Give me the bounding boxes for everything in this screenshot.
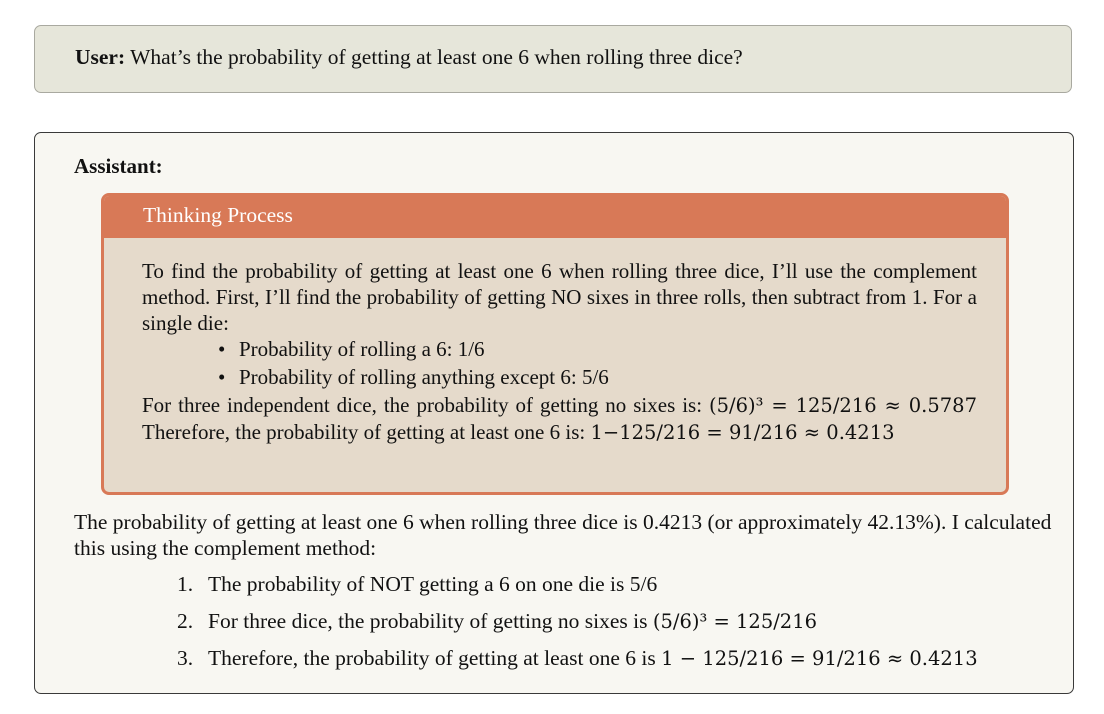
thinking-conclusion [142,392,977,446]
thinking-conclusion-text-a: For three independent dice, the probability of getting no sixes is: [142,393,710,417]
step-text: For three dice, the probability of getting no sixes is [208,609,653,633]
thinking-intro: To find the probability of getting at least one 6 when rolling three dice, I’ll use the complement method. First, I’ll find the probability of getting NO sixes in three rolls, then subtract from 1. For a single die: [142,259,977,335]
answer-step [177,645,1064,682]
answer-steps-list [74,571,1064,682]
assistant-answer [74,509,1064,682]
user-message [75,45,743,70]
step-number: 3. [177,646,194,670]
step-number: 1. [177,572,194,596]
answer-step [177,571,1064,608]
thinking-process-panel [101,193,1009,495]
step-text: The probability of NOT getting a 6 on one die is 5/6 [208,572,658,596]
thinking-bullet: • Probability of rolling anything except 6: 5/6 [239,364,977,392]
step-math: 1 − 125/216 = 91/216 ≈ 0.4213 [661,647,978,670]
step-math: (5/6)³ = 125/216 [652,610,818,633]
user-message-box [34,25,1072,93]
thinking-bullet: • Probability of rolling a 6: 1/6 [239,336,977,364]
thinking-process-header [104,196,1006,238]
step-number: 2. [177,609,194,633]
assistant-message-box [34,132,1074,694]
step-text: Therefore, the probability of getting at least one 6 is [208,646,662,670]
thinking-conclusion-text-b: Therefore, the probability of getting at least one 6 is: [142,420,591,444]
thinking-math-no-sixes: (5/6)³ = 125/216 ≈ 0.5787 [709,394,977,417]
thinking-bullet-list [142,336,977,392]
assistant-label: Assistant: [74,154,163,178]
thinking-math-at-least-one: 1−125/216 = 91/216 ≈ 0.4213 [590,421,895,444]
user-message-text: What’s the probability of getting at least one 6 when rolling three dice? [130,45,743,69]
answer-step [177,608,1064,645]
user-label: User: [75,45,126,69]
answer-summary: The probability of getting at least one 6 when rolling three dice is 0.4213 (or approximately 42.13%). I calculated this using the complement method: [74,510,1052,560]
thinking-process-body [142,258,977,446]
thinking-process-title: Thinking Process [143,203,293,227]
